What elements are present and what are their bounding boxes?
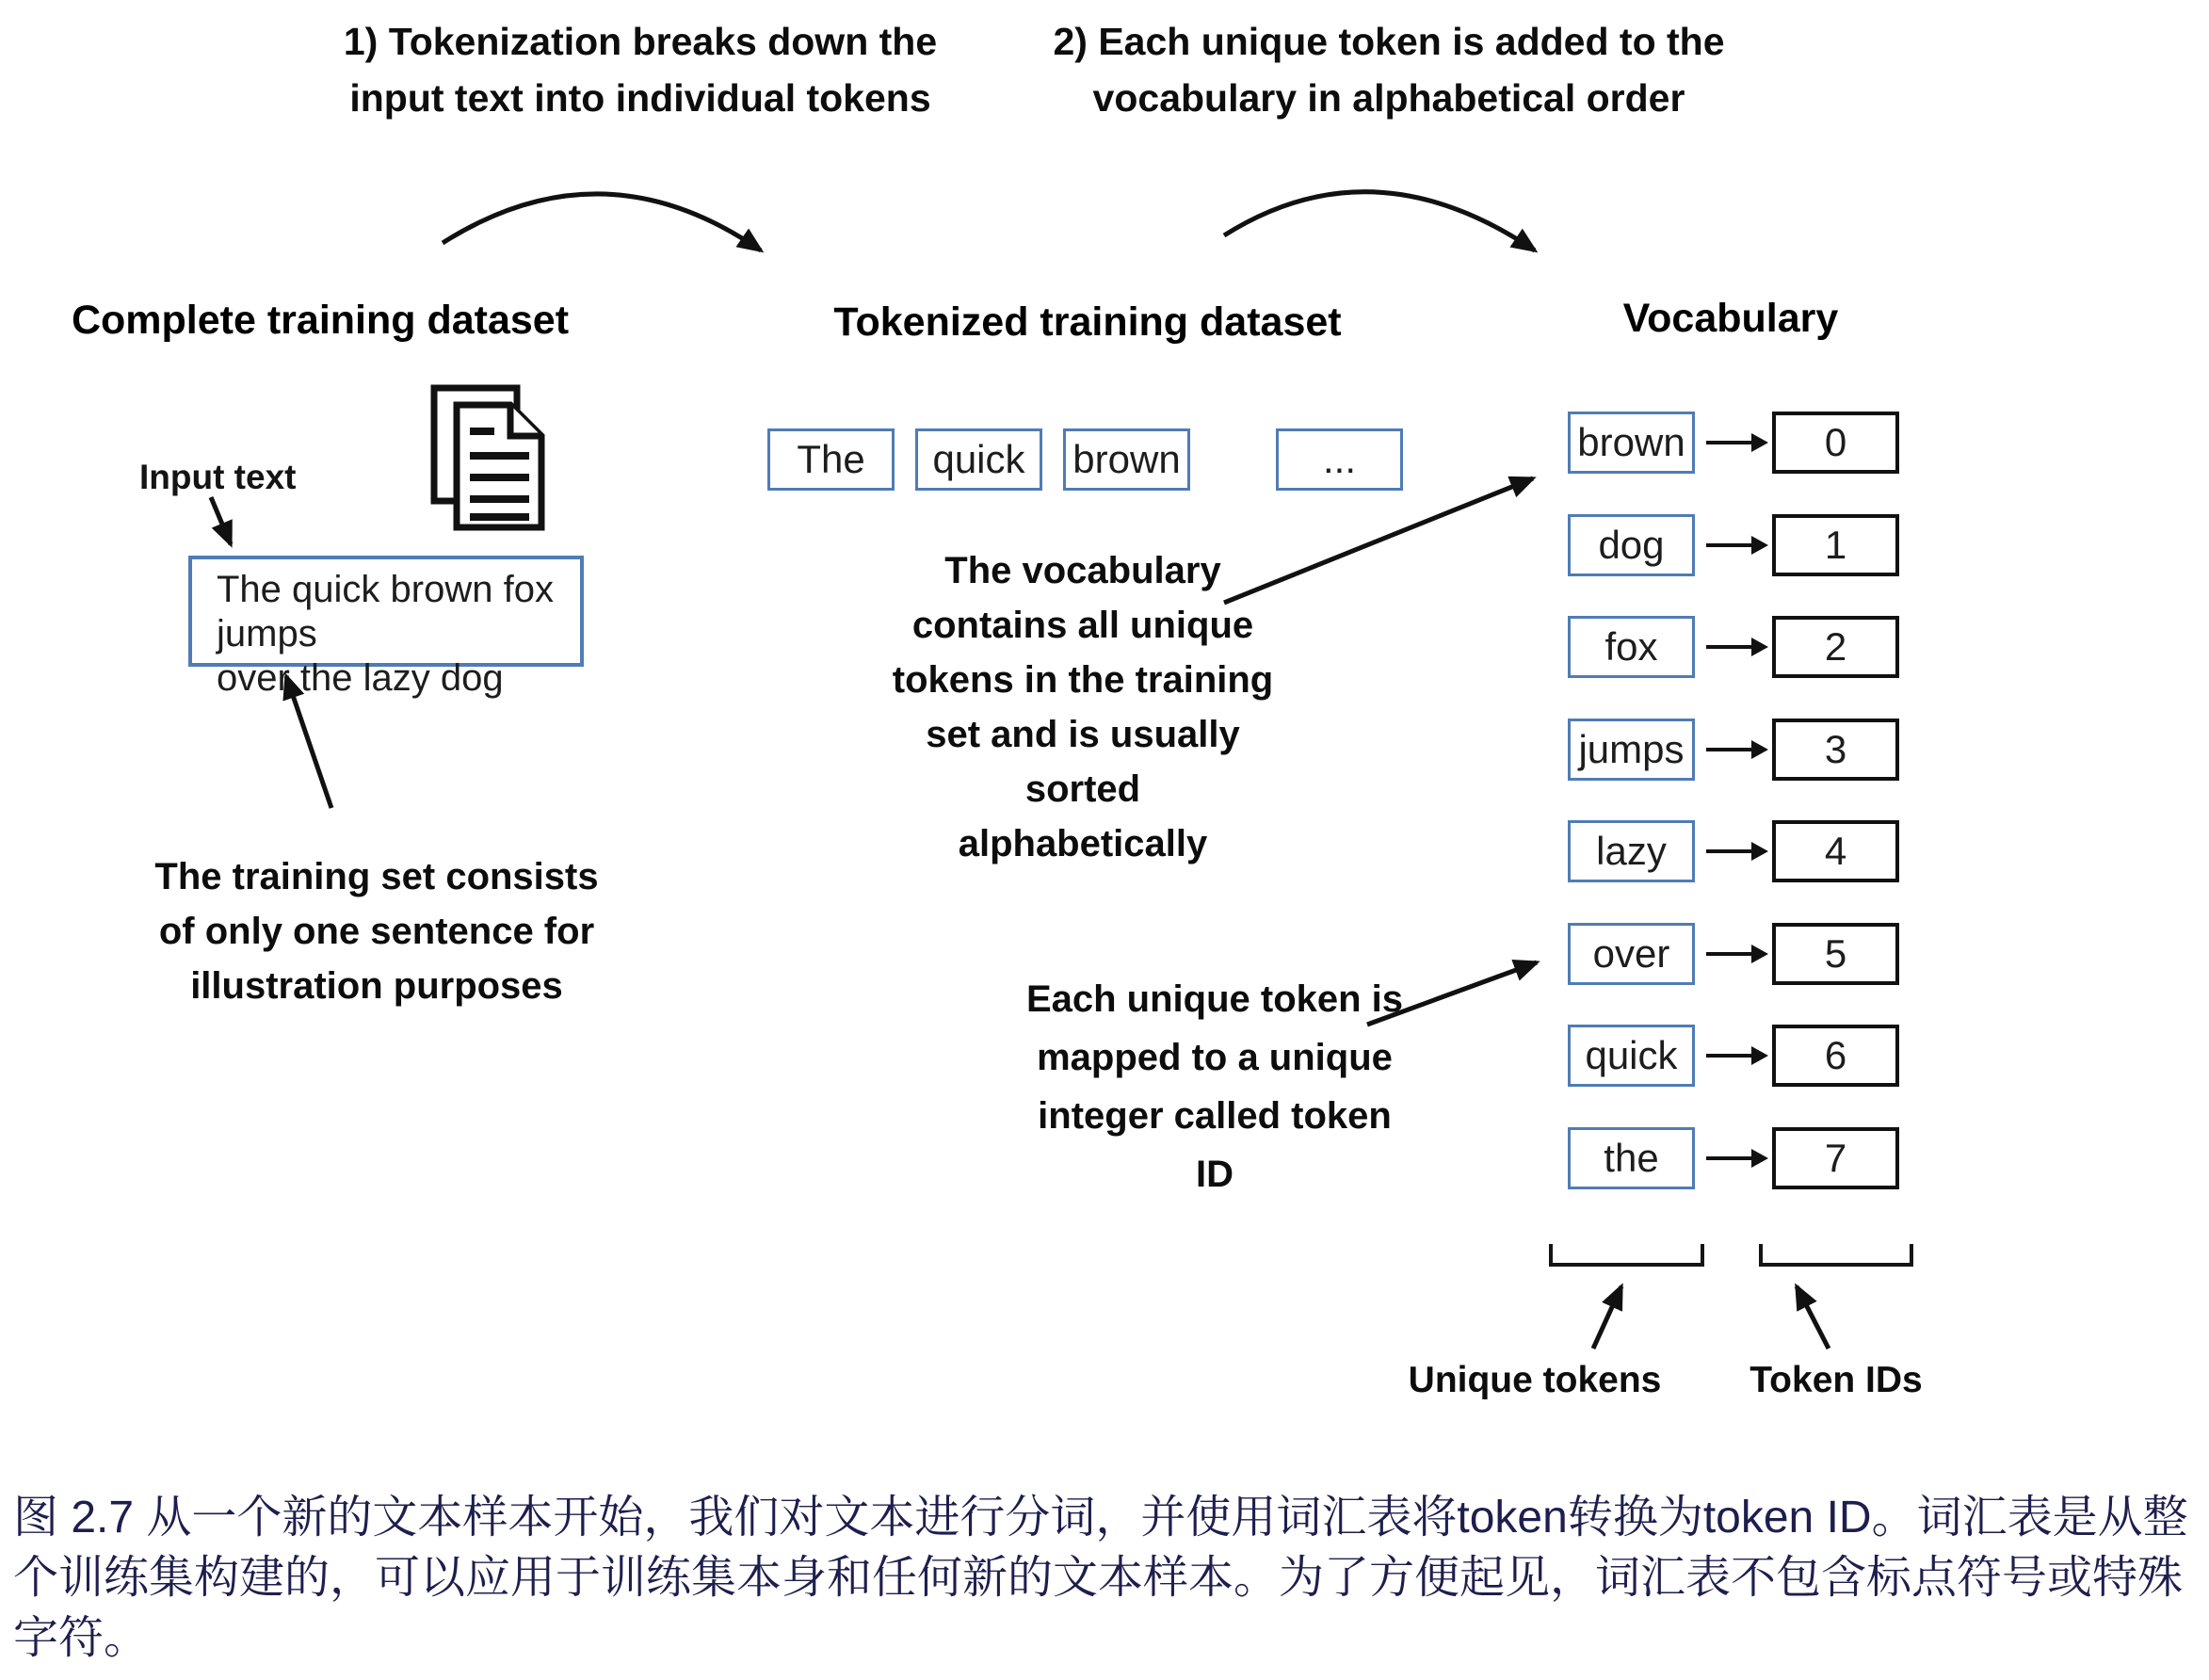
map-arrow-icon	[1706, 645, 1753, 649]
token-ids-label: Token IDs	[1749, 1360, 1923, 1400]
step2-note-line2: vocabulary in alphabetical order	[1092, 76, 1685, 120]
vocab-token-box: brown	[1568, 412, 1695, 474]
token-ids-arrow	[1797, 1286, 1829, 1349]
training-note-line3: illustration purposes	[190, 965, 563, 1007]
vocab-token-box: jumps	[1568, 719, 1695, 781]
training-set-note	[154, 849, 598, 1013]
vocab-row	[1568, 514, 1899, 576]
mapping-note-line2: mapped to a unique	[1037, 1037, 1393, 1078]
caption-line1: 图 2.7 从一个新的文本样本开始，我们对文本进行分词，并使用词汇表将token转换为token ID。词汇表是从整	[13, 1493, 2188, 1543]
vocab-row	[1568, 923, 1899, 985]
figure-caption	[13, 1488, 2188, 1669]
token-id-box: 0	[1772, 412, 1899, 474]
vocab-note-line2: contains all unique	[911, 605, 1254, 646]
column-header-complete-dataset: Complete training dataset	[71, 298, 570, 343]
map-arrow-icon	[1706, 543, 1753, 547]
vocab-note-line1: The vocabulary	[944, 550, 1221, 591]
vocab-row	[1568, 1025, 1899, 1087]
vocab-note-line3: tokens in the training	[892, 659, 1274, 701]
vocab-token-box: dog	[1568, 514, 1695, 576]
vocab-flow-arrow	[1224, 192, 1535, 250]
input-sentence-line2: over the lazy dog	[217, 657, 504, 699]
vocab-token-box: the	[1568, 1127, 1695, 1189]
tokenization-flow-arrow	[443, 194, 761, 250]
unique-tokens-arrow	[1593, 1286, 1621, 1349]
token-box-brown: brown	[1063, 428, 1190, 491]
map-arrow-icon	[1706, 1156, 1753, 1160]
vocab-row	[1568, 616, 1899, 678]
input-sentence-line1: The quick brown fox jumps	[217, 569, 554, 654]
input-text-label: Input text	[139, 458, 297, 496]
step1-note-line1: 1) Tokenization breaks down the	[343, 20, 938, 63]
token-id-box: 4	[1772, 820, 1899, 882]
vocab-note-line6: alphabetically	[958, 823, 1208, 864]
map-arrow-icon	[1706, 1054, 1753, 1058]
vocab-token-box: over	[1568, 923, 1695, 985]
token-id-box: 1	[1772, 514, 1899, 576]
token-id-box: 5	[1772, 923, 1899, 985]
training-note-line1: The training set consists	[154, 856, 599, 897]
unique-tokens-brace	[1549, 1244, 1704, 1267]
map-arrow-icon	[1706, 748, 1753, 751]
token-box-the: The	[767, 428, 895, 491]
column-header-vocabulary: Vocabulary	[1622, 296, 1839, 341]
map-arrow-icon	[1706, 441, 1753, 444]
step2-note	[1053, 13, 1724, 126]
token-ids-brace	[1759, 1244, 1913, 1267]
map-arrow-icon	[1706, 952, 1753, 956]
vocab-row	[1568, 412, 1899, 474]
vocab-row	[1568, 1127, 1899, 1189]
mapping-note-line4: ID	[1195, 1154, 1233, 1195]
vocab-note-line5: sorted	[1024, 768, 1141, 810]
step1-note	[344, 13, 937, 126]
map-arrow-icon	[1706, 849, 1753, 853]
unique-tokens-label: Unique tokens	[1408, 1360, 1662, 1400]
token-id-mapping-note	[1026, 970, 1403, 1203]
vocab-note-line4: set and is usually	[926, 714, 1240, 755]
vocab-row	[1568, 820, 1899, 882]
document-pages-icon	[430, 384, 547, 533]
step2-note-line1: 2) Each unique token is added to the	[1053, 20, 1725, 63]
vocab-token-box: quick	[1568, 1025, 1695, 1087]
step1-note-line2: input text into individual tokens	[349, 76, 931, 120]
token-id-box: 3	[1772, 719, 1899, 781]
token-id-box: 2	[1772, 616, 1899, 678]
input-text-box	[188, 556, 584, 699]
vocab-row	[1568, 719, 1899, 781]
vocab-token-box: lazy	[1568, 820, 1695, 882]
input-text-pointer-arrow	[211, 497, 231, 544]
training-note-line2: of only one sentence for	[158, 911, 595, 952]
vocabulary-note	[893, 543, 1273, 871]
caption-line3: 字符。	[13, 1613, 150, 1663]
mapping-note-line3: integer called token	[1038, 1095, 1392, 1137]
token-id-box: 6	[1772, 1025, 1899, 1087]
mapping-note-line1: Each unique token is	[1025, 978, 1404, 1020]
token-box-ellipsis: ...	[1276, 428, 1403, 491]
token-id-box: 7	[1772, 1127, 1899, 1189]
caption-line2: 个训练集构建的，可以应用于训练集本身和任何新的文本样本。为了方便起见，词汇表不包含标点符号或特殊	[13, 1553, 2184, 1603]
token-box-quick: quick	[915, 428, 1042, 491]
column-header-tokenized-dataset: Tokenized training dataset	[833, 299, 1342, 345]
vocab-token-box: fox	[1568, 616, 1695, 678]
